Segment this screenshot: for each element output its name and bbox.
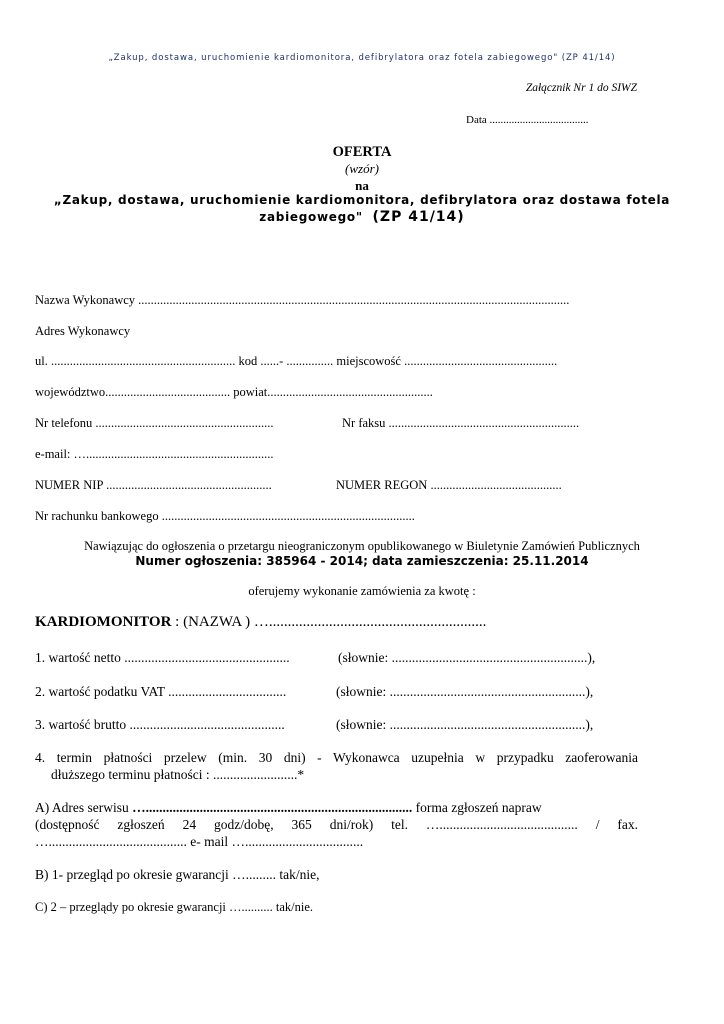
email-field: e-mail: …............................................................ — [35, 447, 274, 461]
payment-term-line-2: dłuższego terminu płatności : .........................* — [51, 767, 305, 782]
review-c-line: C) 2 – przeglądy po okresie gwarancji ….......... tak/nie. — [35, 900, 314, 914]
nip-field: NUMER NIP ..................................................... — [35, 478, 272, 492]
notice-number: Numer ogłoszenia: 385964 - 2014; data zamieszczenia: 25.11.2014 — [135, 554, 589, 568]
gross-value-field: 3. wartość brutto .............................................. — [35, 717, 285, 732]
fax-field: Nr faksu ............................................................. — [342, 416, 580, 430]
street-field: ul. ........................................................... kod ......- ............... miejscowość ................................................. — [35, 354, 558, 368]
service-address-label: A) Adres serwisu — [35, 800, 133, 815]
vat-value-field: 2. wartość podatku VAT ................................... — [35, 684, 287, 699]
offer-amount-label: oferujemy wykonanie zamówienia za kwotę : — [248, 584, 476, 598]
date-field: Data .................................... — [466, 114, 589, 126]
service-line-2: (dostępność zgłoszeń 24 godz/dobę, 365 dni/rok) tel. …......................................... / fax. — [35, 817, 638, 832]
service-line-3: …......................................... e- mail …................................... — [35, 834, 364, 849]
phone-field: Nr telefonu ......................................................... — [35, 416, 274, 430]
net-value-verbal: (słownie: ..........................................................), — [338, 650, 596, 665]
kardiomonitor-line — [35, 614, 486, 631]
contractor-name-field: Nazwa Wykonawcy .......................................................................................................................................... — [35, 293, 570, 307]
bank-account-field: Nr rachunku bankowego ................................................................................. — [35, 509, 415, 523]
net-value-field: 1. wartość netto ................................................. — [35, 650, 290, 665]
kardiomonitor-label: KARDIOMONITOR — [35, 614, 172, 630]
running-header: „Zakup, dostawa, uruchomienie kardiomonitora, defibrylatora oraz fotela zabiegowego" (ZP 41/14) — [108, 53, 616, 63]
service-block — [35, 799, 638, 850]
province-field: województwo........................................ powiat..................................................... — [35, 385, 433, 399]
service-address-dots: …............................................................................... — [132, 800, 413, 815]
subject-line-1: „Zakup, dostawa, uruchomienie kardiomonitora, defibrylatora oraz dostawa fotela — [53, 193, 671, 207]
gross-value-verbal: (słownie: ..........................................................), — [336, 717, 594, 732]
notice-line: Nawiązując do ogłoszenia o przetargu nieograniczonym opublikowanego w Biuletynie Zamówień Publicznych — [84, 539, 640, 553]
review-b-line: B) 1- przegląd po okresie gwarancji …......... tak/nie, — [35, 867, 320, 882]
offer-na: na — [355, 178, 369, 193]
offer-subtitle: (wzór) — [345, 161, 379, 176]
kardiomonitor-name-field: : (NAZWA ) ….......................................................... — [171, 614, 487, 630]
service-line-1 — [35, 799, 638, 816]
contractor-address-label: Adres Wykonawcy — [35, 324, 131, 338]
subject-code: (ZP 41/14) — [372, 209, 465, 225]
offer-title: OFERTA — [332, 144, 392, 160]
service-form-label: forma zgłoszeń napraw — [412, 800, 542, 815]
payment-term-block — [35, 749, 638, 783]
vat-value-verbal: (słownie: ..........................................................), — [336, 684, 594, 699]
payment-term-line-1: 4. termin płatności przelew (min. 30 dni) - Wykonawca uzupełnia w przypadku zaoferowania — [35, 750, 638, 765]
subject-line-2 — [0, 209, 724, 225]
attachment-label: Załącznik Nr 1 do SIWZ — [525, 82, 637, 94]
subject-line-2-text: zabiegowego" — [259, 210, 363, 224]
regon-field: NUMER REGON .......................................... — [336, 478, 562, 492]
